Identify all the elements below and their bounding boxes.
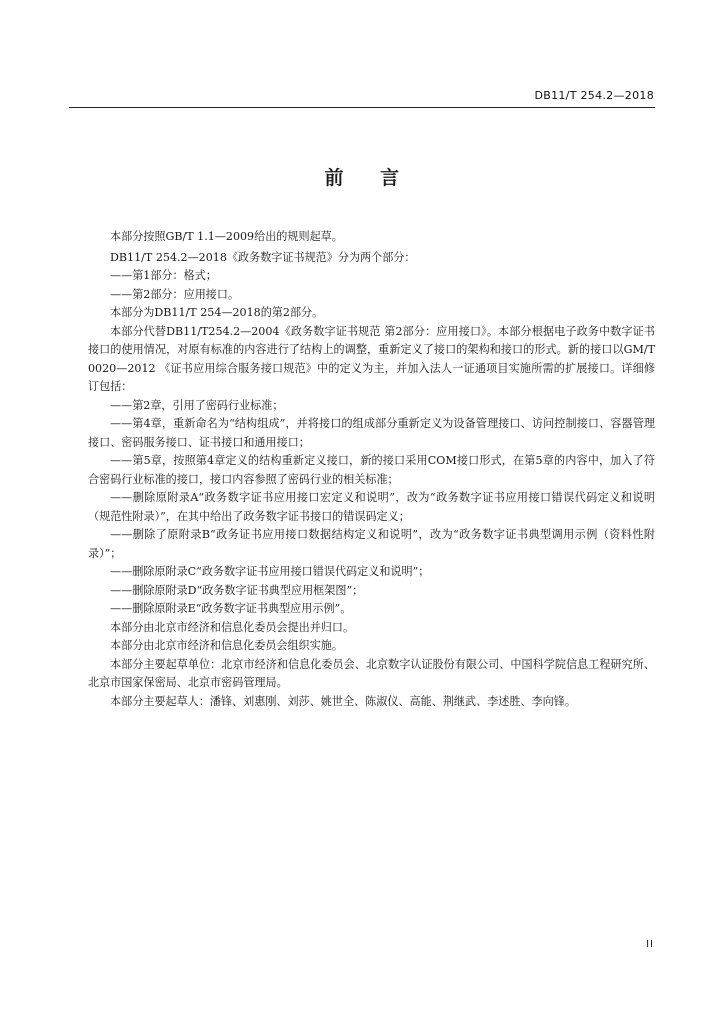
list-item-chapter-4: ——第4章，重新命名为“结构组成”，并将接口的组成部分重新定义为设备管理接口、访问控制接口、容器管理接口、密码服务接口、证书接口和通用接口； (88, 417, 655, 449)
paragraph-this-part: 本部分为DB11/T 254—2018的第2部分。 (110, 306, 324, 319)
list-item-chapter-5: ——第5章，按照第4章定义的结构重新定义接口，新的接口采用COM接口形式，在第5章的内容中，加入了符合密码行业标准的接口，接口内容参照了密码行业的相关标准； (88, 454, 655, 486)
list-item-appendix-c: ——删除原附录C“政务数字证书应用接口错误代码定义和说明”； (110, 565, 430, 578)
list-item-chapter-2: ——第2章，引用了密码行业标准； (110, 398, 284, 412)
paragraph-implemented-by: 本部分由北京市经济和信息化委员会组织实施。 (110, 639, 343, 652)
paragraph-drafters: 本部分主要起草人：潘锋、刘惠刚、刘莎、姚世全、陈淑仪、高能、荆继武、李述胜、李向锋。 (110, 694, 576, 708)
page-title (0, 163, 724, 190)
paragraph-standard-parts: DB11/T 254.2—2018《政务数字证书规范》分为两个部分： (110, 250, 416, 264)
foreword-body (88, 228, 655, 711)
list-item-appendix-a: ——删除原附录A“政务数字证书应用接口宏定义和说明”，改为“政务数字证书应用接口错误代码定义和说明（规范性附录）”，在其中给出了政务数字证书接口的错误码定义； (88, 491, 655, 523)
paragraph-replaces: 本部分代替DB11/T254.2—2004《政务数字证书规范 第2部分：应用接口》。本部分根据电子政务中数字证书接口的使用情况，对原有标准的内容进行了结构上的调整，重新定义了接口的架构和接口的形式。新的接口以GM/T 0020—2012 《证书应用综合服务接口规范》中的定义为主，并加入法人一证通项目实施所需的扩展接口。详细修订包括： (88, 324, 655, 393)
header-divider (69, 107, 655, 108)
paragraph-drafting-rules: 本部分按照GB/T 1.1—2009给出的规则起草。 (110, 230, 343, 243)
title-char-1: 前 (324, 167, 344, 189)
list-item-part-1: ——第1部分：格式； (110, 269, 217, 282)
list-item-appendix-e: ——删除原附录E“政务数字证书典型应用示例”。 (110, 602, 352, 615)
paragraph-proposed-by: 本部分由北京市经济和信息化委员会提出并归口。 (110, 620, 355, 634)
list-item-part-2: ——第2部分：应用接口。 (110, 287, 240, 301)
list-item-appendix-b: ——删除了原附录B“政务证书应用接口数据结构定义和说明”，改为“政务数字证书典型调用示例（资料性附录）”； (88, 528, 655, 560)
paragraph-drafting-units: 本部分主要起草单位：北京市经济和信息化委员会、北京数字认证股份有限公司、中国科学院信息工程研究所、北京市国家保密局、北京市密码管理局。 (88, 657, 655, 689)
title-char-2: 言 (380, 167, 400, 189)
page-number: II (646, 939, 654, 950)
document-code: DB11/T 254.2—2018 (534, 89, 654, 102)
list-item-appendix-d: ——删除原附录D“政务数字证书典型应用框架图”； (110, 583, 364, 597)
